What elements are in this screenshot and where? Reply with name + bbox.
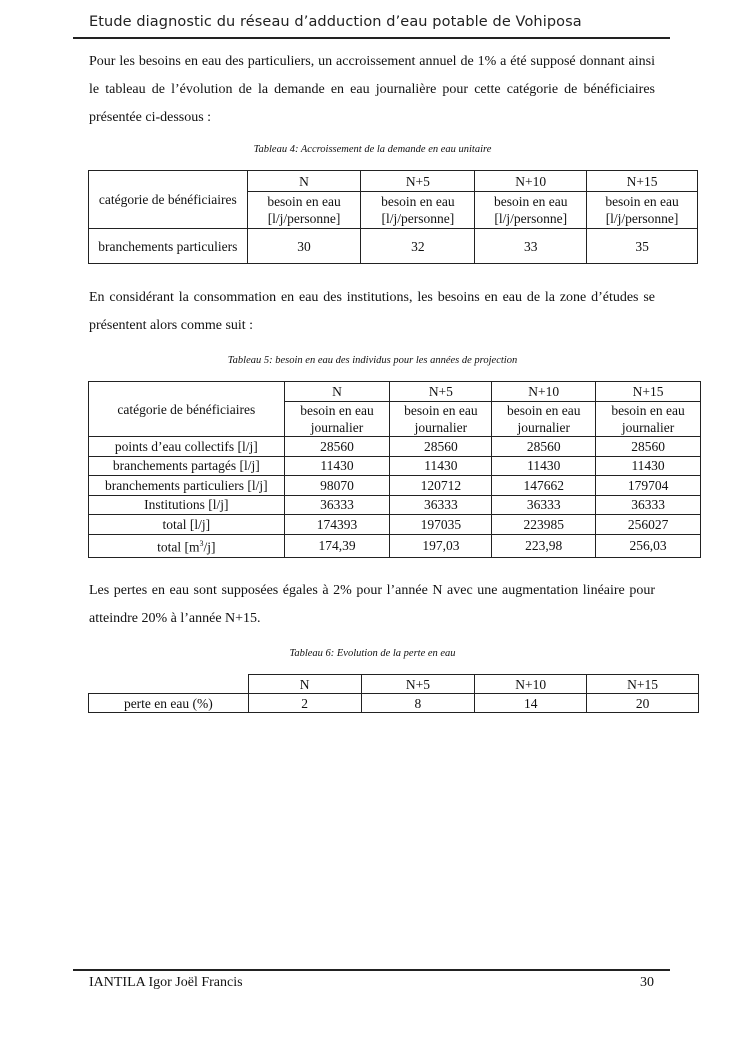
table6-year-header: N: [248, 675, 361, 694]
table5-cell: 98070: [284, 476, 390, 496]
table5-cell: 36333: [284, 495, 390, 515]
table5-row-label: branchements particuliers [l/j]: [89, 476, 285, 496]
table6-cell: 8: [361, 694, 475, 713]
table5-cell: 174393: [284, 515, 390, 535]
table5-cell: 28560: [596, 437, 701, 457]
table5-year-header: N+10: [492, 382, 596, 402]
page-header-title: Etude diagnostic du réseau d’adduction d’eau potable de Vohiposa: [89, 14, 582, 30]
table5-year-header: N+5: [390, 382, 492, 402]
table4-cell: 32: [361, 229, 475, 264]
table5-cell: 120712: [390, 476, 492, 496]
table5-cell: 256,03: [596, 534, 701, 557]
table4-row-label: branchements particuliers: [89, 229, 248, 264]
table6-year-header: N+10: [475, 675, 587, 694]
table4-year-header: N+10: [475, 171, 587, 192]
table4-unit-header: besoin en eau [l/j/personne]: [587, 192, 698, 229]
table5-cell: 197,03: [390, 534, 492, 557]
paragraph-losses: Les pertes en eau sont supposées égales à 2% pour l’année N avec une augmentation linéaire pour atteindre 20% à l’année N+15.: [89, 583, 655, 626]
table6-year-header: N+15: [587, 675, 699, 694]
table4-year-header: N: [247, 171, 361, 192]
footer-divider: [73, 969, 670, 971]
table6-cell: 20: [587, 694, 699, 713]
paragraph-intro: Pour les besoins en eau des particuliers, un accroissement annuel de 1% a été supposé donnant ainsi le tableau de l’évolution de la demande en eau journalière pour cette catégorie de bénéficiaires présentée ci-dessous :: [89, 54, 655, 125]
table4-year-header: N+5: [361, 171, 475, 192]
table5-unit-header: besoin en eau journalier: [284, 402, 390, 437]
table-row: [89, 534, 701, 557]
table5-category-header: catégorie de bénéficiaires: [89, 382, 285, 437]
table6-row-label: perte en eau (%): [89, 694, 249, 713]
table4-cell: 35: [587, 229, 698, 264]
table5-row-label: [89, 534, 285, 557]
table5-unit-header: besoin en eau journalier: [596, 402, 701, 437]
footer-author: IANTILA Igor Joël Francis: [89, 975, 243, 990]
paragraph-institutions: En considérant la consommation en eau des institutions, les besoins en eau de la zone d’études se présentent alors comme suit :: [89, 290, 655, 333]
table5-cell: 28560: [390, 437, 492, 457]
table5-cell: 197035: [390, 515, 492, 535]
table5-caption: Tableau 5: besoin en eau des individus pour les années de projection: [227, 355, 518, 366]
table5-row-label: total [l/j]: [89, 515, 285, 535]
table-row: [89, 476, 701, 496]
table4-caption: Tableau 4: Accroissement de la demande en eau unitaire: [253, 144, 492, 155]
table5-cell: 11430: [596, 456, 701, 476]
table4-category-header: catégorie de bénéficiaires: [89, 171, 248, 229]
table5-row-label: Institutions [l/j]: [89, 495, 285, 515]
table4-year-header: N+15: [587, 171, 698, 192]
table-demand-growth: [88, 170, 698, 264]
table5-unit-header: besoin en eau journalier: [390, 402, 492, 437]
table4-unit-header: besoin en eau [l/j/personne]: [247, 192, 361, 229]
table6-caption: Tableau 6: Evolution de la perte en eau: [289, 648, 456, 659]
table-row: [89, 456, 701, 476]
table5-cell: 179704: [596, 476, 701, 496]
table5-cell: 36333: [492, 495, 596, 515]
table5-cell: 223985: [492, 515, 596, 535]
table6-cell: 14: [475, 694, 587, 713]
total-m3-label-exponent: 3: [199, 539, 204, 549]
table6-cell: 2: [248, 694, 361, 713]
table5-cell: 36333: [390, 495, 492, 515]
table5-cell: 36333: [596, 495, 701, 515]
table5-cell: 28560: [284, 437, 390, 457]
table4-unit-header: besoin en eau [l/j/personne]: [475, 192, 587, 229]
table5-cell: 256027: [596, 515, 701, 535]
table5-cell: 174,39: [284, 534, 390, 557]
table5-cell: 223,98: [492, 534, 596, 557]
table-row: [89, 495, 701, 515]
table4-unit-header: besoin en eau [l/j/personne]: [361, 192, 475, 229]
page-number: 30: [640, 975, 654, 990]
table-row: [89, 437, 701, 457]
table5-cell: 11430: [284, 456, 390, 476]
table-water-needs: [88, 381, 701, 558]
total-m3-label-prefix: total [m: [157, 539, 200, 555]
table4-cell: 33: [475, 229, 587, 264]
table5-cell: 28560: [492, 437, 596, 457]
table5-row-label: points d’eau collectifs [l/j]: [89, 437, 285, 457]
table5-cell: 147662: [492, 476, 596, 496]
table5-unit-header: besoin en eau journalier: [492, 402, 596, 437]
header-divider: [73, 37, 670, 39]
table6-year-header: N+5: [361, 675, 475, 694]
table-row: [89, 515, 701, 535]
table5-cell: 11430: [390, 456, 492, 476]
total-m3-label-suffix: /j]: [203, 539, 216, 555]
table-row: [89, 694, 699, 713]
table6-empty-corner: [89, 675, 249, 694]
table5-cell: 11430: [492, 456, 596, 476]
table-water-loss: [88, 674, 699, 713]
table5-year-header: N+15: [596, 382, 701, 402]
table5-row-label: branchements partagés [l/j]: [89, 456, 285, 476]
table4-cell: 30: [247, 229, 361, 264]
table5-year-header: N: [284, 382, 390, 402]
